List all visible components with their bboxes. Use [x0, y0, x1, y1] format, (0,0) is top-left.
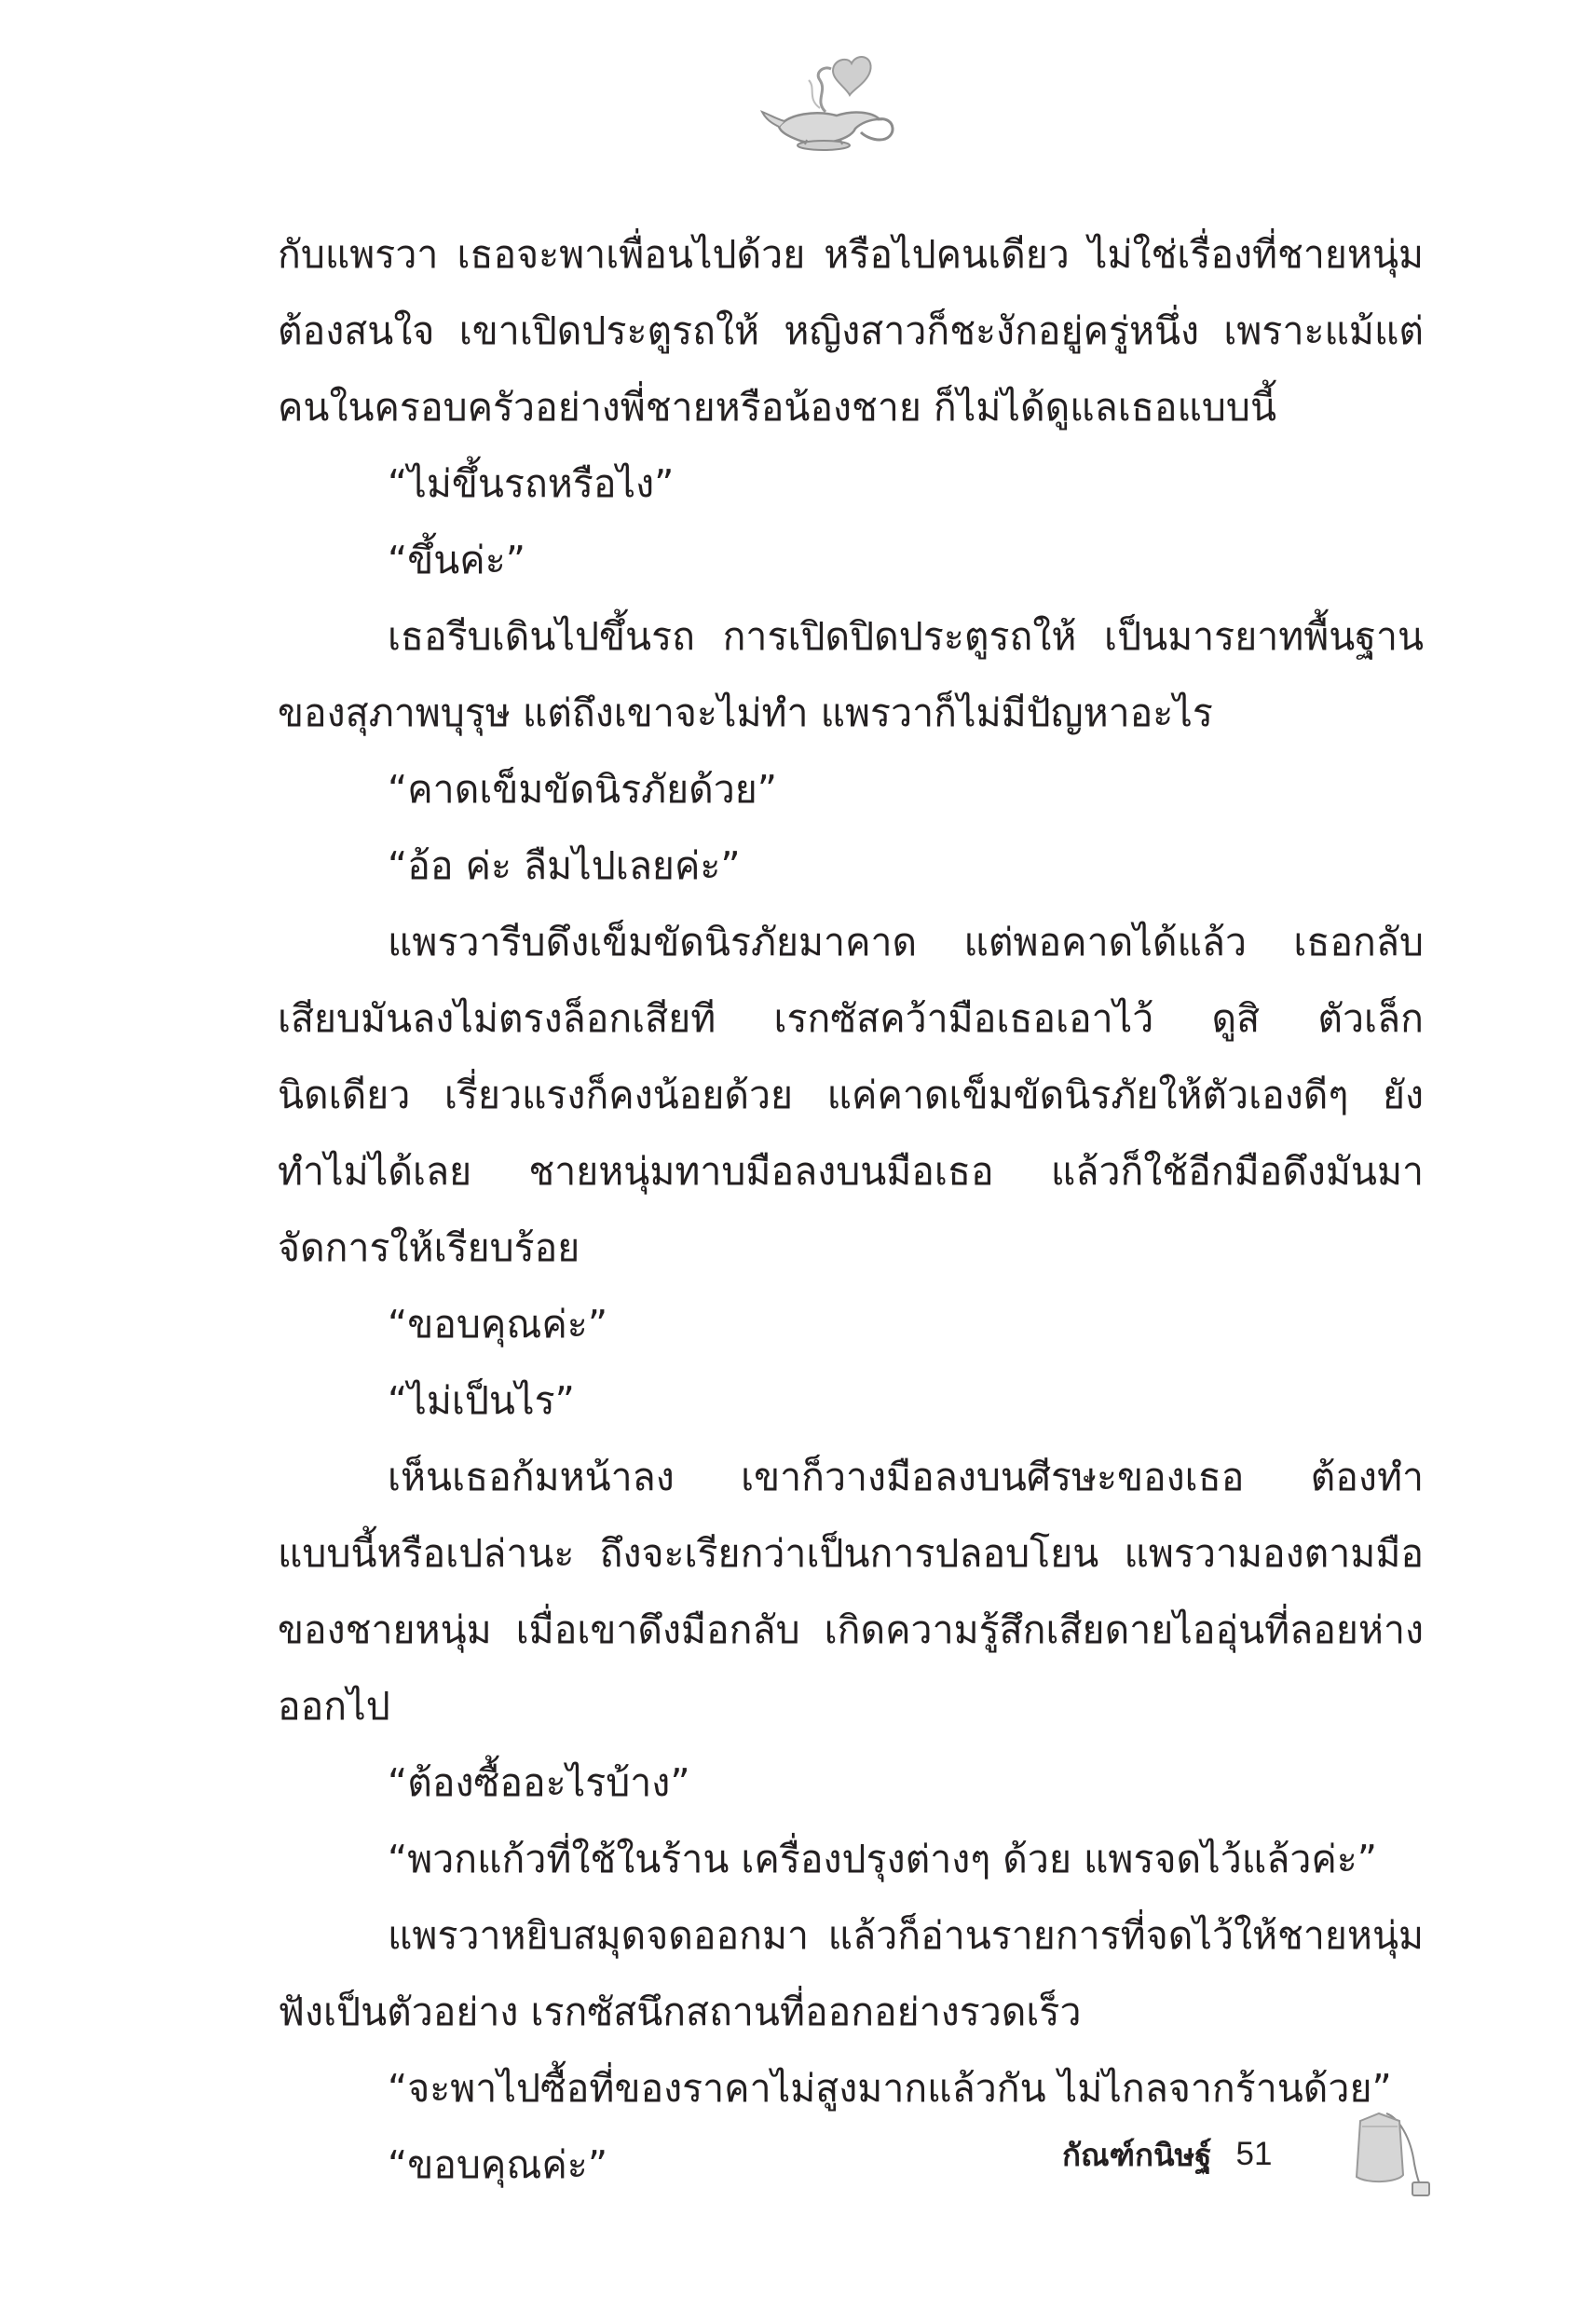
paragraph-line: “ขอบคุณค่ะ” [388, 2142, 608, 2187]
paragraph-line: ทำไม่ได้เลย ชายหนุ่มทาบมือลงบนมือเธอ แล้วก็ใช้อีกมือดึงมันมา [278, 1149, 1424, 1194]
paragraph-line: ฟังเป็นตัวอย่าง เรกซัสนึกสถานที่ออกอย่างรวดเร็ว [278, 1990, 1082, 2034]
paragraph-line: ต้องสนใจ เขาเปิดประตูรถให้ หญิงสาวก็ชะงักอยู่ครู่หนึ่ง เพราะแม้แต่ [278, 308, 1424, 353]
paragraph-line: คนในครอบครัวอย่างพี่ชายหรือน้องชาย ก็ไม่ได้ดูแลเธอแบบนี้ [278, 385, 1276, 430]
paragraph-line: จัดการให้เรียบร้อย [278, 1225, 580, 1270]
paragraph-line: เห็นเธอก้มหน้าลง เขาก็วางมือลงบนศีรษะของเธอ ต้องทำ [388, 1455, 1424, 1499]
paragraph-line: กับแพรวา เธอจะพาเพื่อนไปด้วย หรือไปคนเดียว ไม่ใช่เรื่องที่ชายหนุ่ม [278, 232, 1424, 277]
paragraph-line: “พวกแก้วที่ใช้ในร้าน เครื่องปรุงต่างๆ ด้วย แพรจดไว้แล้วค่ะ” [388, 1837, 1378, 1881]
paragraph-line: “ไม่เป็นไร” [388, 1378, 575, 1423]
book-title: กัณฑ์กนิษฐ์ [1062, 2136, 1212, 2173]
paragraph-line: “คาดเข็มขัดนิรภัยด้วย” [388, 767, 778, 812]
paragraph-line: “ต้องซื้ออะไรบ้าง” [388, 1760, 690, 1805]
paragraph-line: “จะพาไปซื้อที่ของราคาไม่สูงมากแล้วกัน ไม่ไกลจากร้านด้วย” [388, 2066, 1392, 2111]
paragraph-line: “ไม่ขึ้นรถหรือไง” [388, 461, 675, 506]
page-number: 51 [1235, 2136, 1273, 2172]
paragraph-line: ของชายหนุ่ม เมื่อเขาดึงมือกลับ เกิดความรู้สึกเสียดายไออุ่นที่ลอยห่าง [278, 1607, 1424, 1652]
paragraph-line: นิดเดียว เรี่ยวแรงก็คงน้อยด้วย แค่คาดเข็มขัดนิรภัยให้ตัวเองดีๆ ยัง [278, 1073, 1424, 1117]
paragraph-line: ออกไป [278, 1684, 390, 1729]
paragraph-line: “ขึ้นค่ะ” [388, 538, 525, 582]
page-footer [1062, 2126, 1272, 2182]
paragraph-line: “อ้อ ค่ะ ลืมไปเลยค่ะ” [388, 843, 741, 888]
paragraph-line: เธอรีบเดินไปขึ้นรถ การเปิดปิดประตูรถให้ เป็นมารยาทพื้นฐาน [388, 614, 1424, 659]
tea-bag-icon [1351, 2108, 1435, 2201]
paragraph-line: เสียบมันลงไม่ตรงล็อกเสียที เรกซัสคว้ามือเธอเอาไว้ ดูสิ ตัวเล็ก [278, 996, 1424, 1041]
genie-lamp-with-heart-icon [760, 54, 900, 152]
paragraph-line: ของสุภาพบุรุษ แต่ถึงเขาจะไม่ทำ แพรวาก็ไม่มีปัญหาอะไร [278, 691, 1213, 735]
paragraph-line: แพรวารีบดึงเข็มขัดนิรภัยมาคาด แต่พอคาดได้แล้ว เธอกลับ [388, 920, 1424, 964]
paragraph-line: “ขอบคุณค่ะ” [388, 1302, 608, 1347]
body-text [278, 216, 1424, 2203]
paragraph-line: แพรวาหยิบสมุดจดออกมา แล้วก็อ่านรายการที่จดไว้ให้ชายหนุ่ม [388, 1913, 1424, 1958]
paragraph-line: แบบนี้หรือเปล่านะ ถึงจะเรียกว่าเป็นการปลอบโยน แพรวามองตามมือ [278, 1531, 1424, 1576]
